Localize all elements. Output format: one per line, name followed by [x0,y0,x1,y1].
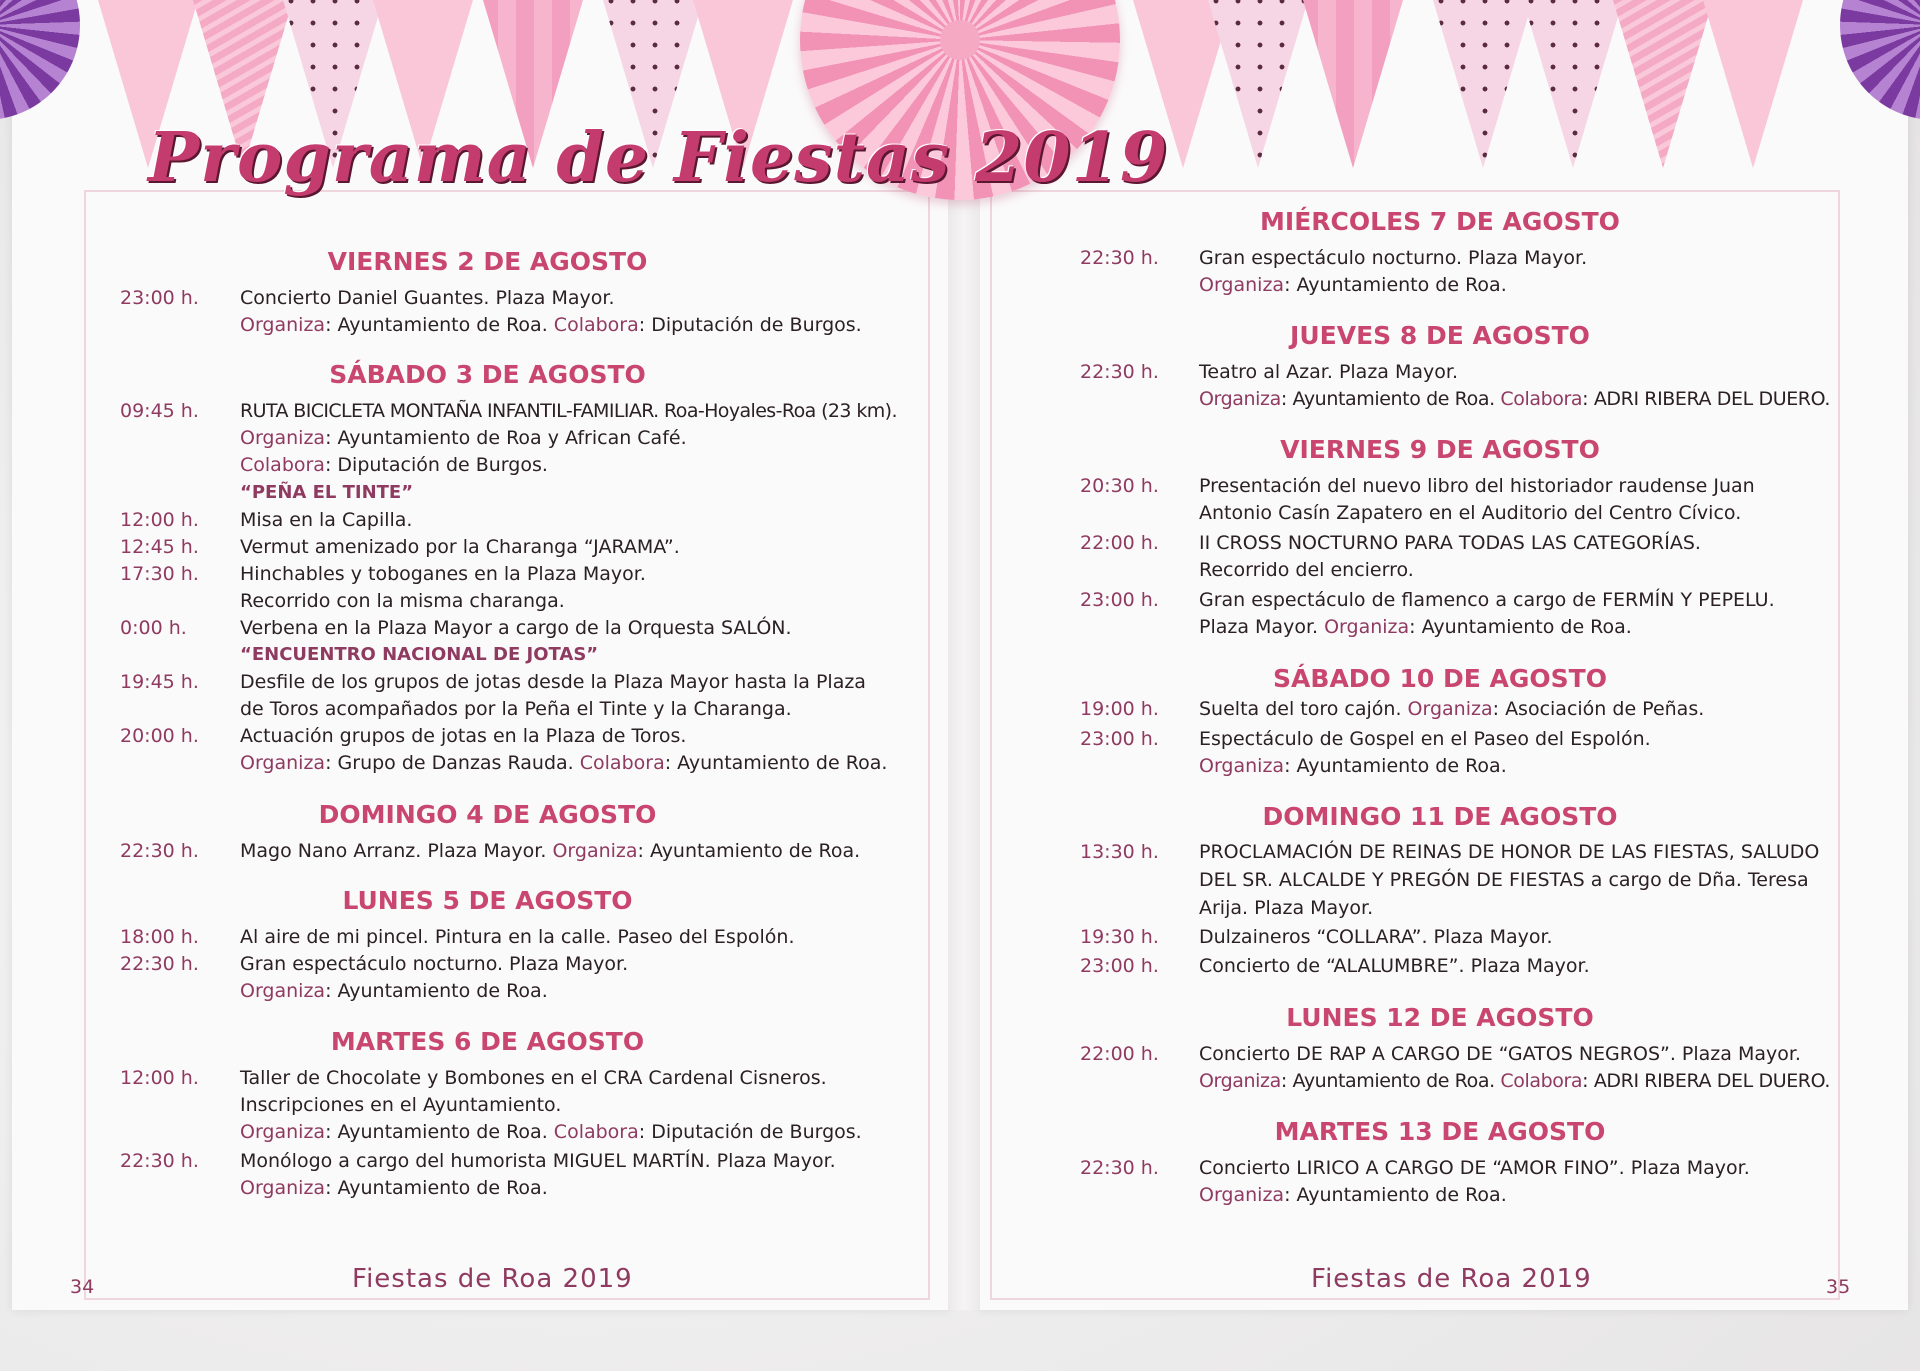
page-number: 34 [70,1276,95,1298]
event-text: Actuación grupos de jotas en la Plaza de Toros. [240,725,687,747]
event-credits: Organiza: Ayuntamiento de Roa. [240,1177,548,1199]
event-text: Presentación del nuevo libro del historiador raudense Juan [1199,475,1755,497]
pennant-decoration [1205,0,1311,168]
organiza-label: Organiza [1199,1184,1285,1206]
organizer: Ayuntamiento de Roa y African Café. [337,427,687,449]
section-subheading: “PEÑA EL TINTE” [240,482,414,503]
event-time: 22:30 h. [120,953,199,975]
event-credits: Colabora: Diputación de Burgos. [240,454,548,476]
event-text: Gran espectáculo de flamenco a cargo de FERMÍN Y PEPELU. [1199,589,1775,611]
event-time: 20:30 h. [1080,475,1159,497]
event-text: Concierto DE RAP A CARGO DE “GATOS NEGROS”. Plaza Mayor. [1199,1043,1801,1065]
collaborator: ADRI RIBERA DEL DUERO. [1593,1070,1831,1092]
event-text: Hinchables y toboganes en la Plaza Mayor. [240,563,646,585]
event-text: Gran espectáculo nocturno. Plaza Mayor. [1199,247,1588,269]
event-text: Misa en la Capilla. [240,509,413,531]
event-time: 22:30 h. [1080,1157,1159,1179]
organizer: Ayuntamiento de Roa. [337,1121,548,1143]
day-heading: DOMINGO 4 DE AGOSTO [318,800,657,829]
day-heading: DOMINGO 11 DE AGOSTO [1262,802,1618,831]
event-time: 12:00 h. [120,1067,199,1089]
collaborator: Diputación de Burgos. [337,454,548,476]
event-time: 12:45 h. [120,536,199,558]
collaborator: Ayuntamiento de Roa. [677,752,888,774]
page-footer: Fiestas de Roa 2019 [1311,1264,1592,1294]
event-time: 23:00 h. [1080,955,1159,977]
event-credits: Organiza: Ayuntamiento de Roa. [1199,755,1507,777]
day-heading: SÁBADO 3 DE AGOSTO [329,360,646,389]
day-heading: MARTES 13 DE AGOSTO [1274,1117,1606,1146]
organiza-label: Organiza [1199,755,1285,777]
organiza-label: Organiza [1324,616,1410,638]
colabora-label: Colabora [553,314,639,336]
event-time: 23:00 h. [1080,728,1159,750]
day-heading: LUNES 5 DE AGOSTO [342,886,633,915]
event-text: Concierto Daniel Guantes. Plaza Mayor. [240,287,615,309]
event-time: 23:00 h. [1080,589,1159,611]
page-number: 35 [1826,1276,1851,1298]
organiza-label: Organiza [552,840,638,862]
purple-rosette-right-decoration [1840,0,1920,120]
pennant-decoration [1300,0,1406,168]
event-time: 23:00 h. [120,287,199,309]
organiza-label: Organiza [240,752,326,774]
colabora-label: Colabora [553,1121,639,1143]
event-time: 20:00 h. [120,725,199,747]
day-heading: MARTES 6 DE AGOSTO [330,1027,645,1056]
organizer: Asociación de Peñas. [1505,698,1705,720]
event-time: 09:45 h. [120,400,199,422]
event-text: Concierto LIRICO A CARGO DE “AMOR FINO”. Plaza Mayor. [1199,1157,1750,1179]
event-text: Monólogo a cargo del humorista MIGUEL MARTÍN. Plaza Mayor. [240,1150,836,1172]
event-text: Inscripciones en el Ayuntamiento. [240,1094,562,1116]
event-text: Verbena en la Plaza Mayor a cargo de la Orquesta SALÓN. [240,617,792,639]
event-text: Mago Nano Arranz. Plaza Mayor. Organiza: Ayuntamiento de Roa. [240,840,861,862]
collaborator: Diputación de Burgos. [651,1121,862,1143]
organiza-label: Organiza [240,1177,326,1199]
event-credits: Organiza: Ayuntamiento de Roa y African Café. [240,427,687,449]
event-time: 0:00 h. [120,617,187,639]
colabora-label: Colabora [579,752,665,774]
pennant-decoration [1700,0,1806,168]
organiza-label: Organiza [1199,388,1281,410]
event-time: 18:00 h. [120,926,199,948]
organizer: Ayuntamiento de Roa. [1296,274,1507,296]
event-text: II CROSS NOCTURNO PARA TODAS LAS CATEGORÍAS. [1199,532,1701,554]
section-subheading: “ENCUENTRO NACIONAL DE JOTAS” [240,644,599,665]
event-description: Suelta del toro cajón. [1199,698,1402,720]
page-footer: Fiestas de Roa 2019 [352,1264,633,1294]
event-credits: Organiza: Ayuntamiento de Roa. Colabora: ADRI RIBERA DEL DUERO. [1199,1070,1831,1092]
event-description: Plaza Mayor. [1199,616,1319,638]
event-time: 22:00 h. [1080,532,1159,554]
event-credits: Organiza: Ayuntamiento de Roa. [240,980,548,1002]
day-heading: MIÉRCOLES 7 DE AGOSTO [1260,207,1620,236]
event-text: Gran espectáculo nocturno. Plaza Mayor. [240,953,629,975]
organizer: Ayuntamiento de Roa. [337,980,548,1002]
event-text: RUTA BICICLETA MONTAÑA INFANTIL-FAMILIAR. Roa-Hoyales-Roa (23 km). [240,400,897,422]
organiza-label: Organiza [1407,698,1493,720]
event-text: Taller de Chocolate y Bombones en el CRA Cardenal Cisneros. [240,1067,827,1089]
collaborator: ADRI RIBERA DEL DUERO. [1593,388,1831,410]
event-time: 19:30 h. [1080,926,1159,948]
day-heading: VIERNES 9 DE AGOSTO [1280,435,1600,464]
event-description: Mago Nano Arranz. Plaza Mayor. [240,840,547,862]
day-heading: VIERNES 2 DE AGOSTO [327,247,648,276]
organizer: Ayuntamiento de Roa. [1292,388,1495,410]
event-text: Al aire de mi pincel. Pintura en la calle. Paseo del Espolón. [240,926,795,948]
organizer: Ayuntamiento de Roa. [1421,616,1632,638]
rosette-center-decoration [940,20,980,60]
event-time: 22:30 h. [120,1150,199,1172]
organiza-label: Organiza [240,1121,326,1143]
event-credits: Organiza: Ayuntamiento de Roa. [1199,1184,1507,1206]
organizer: Ayuntamiento de Roa. [1296,1184,1507,1206]
event-text: Desfile de los grupos de jotas desde la Plaza Mayor hasta la Plaza [240,671,866,693]
organiza-label: Organiza [240,427,326,449]
day-heading: JUEVES 8 DE AGOSTO [1290,321,1590,350]
event-text: Teatro al Azar. Plaza Mayor. [1199,361,1458,383]
event-time: 19:45 h. [120,671,199,693]
colabora-label: Colabora [240,454,325,476]
organizer: Ayuntamiento de Roa. [1296,755,1507,777]
event-text: Concierto de “ALALUMBRE”. Plaza Mayor. [1199,955,1590,977]
event-time: 17:30 h. [120,563,199,585]
event-text: PROCLAMACIÓN DE REINAS DE HONOR DE LAS FIESTAS, SALUDO [1199,841,1820,863]
pennant-decoration [1430,0,1536,168]
day-heading: LUNES 12 DE AGOSTO [1286,1003,1594,1032]
event-credits: Organiza: Ayuntamiento de Roa. Colabora: ADRI RIBERA DEL DUERO. [1199,388,1831,410]
colabora-label: Colabora [1500,1070,1583,1092]
event-text: Espectáculo de Gospel en el Paseo del Espolón. [1199,728,1651,750]
event-time: 12:00 h. [120,509,199,531]
event-text: Suelta del toro cajón. Organiza: Asociación de Peñas. [1199,698,1705,720]
event-text: Recorrido con la misma charanga. [240,590,565,612]
pennant-decoration [1520,0,1626,168]
event-text: Arija. Plaza Mayor. [1199,897,1374,919]
day-heading: SÁBADO 10 DE AGOSTO [1273,664,1607,693]
organizer: Ayuntamiento de Roa. [649,840,861,862]
collaborator: Diputación de Burgos. [651,314,862,336]
event-text: Recorrido del encierro. [1199,559,1414,581]
page-title: Programa de Fiestas 2019 [148,118,1169,198]
event-credits: Organiza: Grupo de Danzas Rauda. Colabora: Ayuntamiento de Roa. [240,752,888,774]
event-time: 22:30 h. [1080,361,1159,383]
event-text: de Toros acompañados por la Peña el Tinte y la Charanga. [240,698,792,720]
event-credits: Organiza: Ayuntamiento de Roa. Colabora: Diputación de Burgos. [240,314,862,336]
pennant-decoration [1610,0,1716,168]
event-text: DEL SR. ALCALDE Y PREGÓN DE FIESTAS a cargo de Dña. Teresa [1199,869,1809,891]
organiza-label: Organiza [240,314,326,336]
event-time: 22:00 h. [1080,1043,1159,1065]
event-text: Dulzaineros “COLLARA”. Plaza Mayor. [1199,926,1553,948]
organiza-label: Organiza [1199,1070,1281,1092]
organizer: Grupo de Danzas Rauda. [337,752,574,774]
colabora-label: Colabora [1500,388,1583,410]
event-time: 19:00 h. [1080,698,1159,720]
event-credits: Organiza: Ayuntamiento de Roa. [1199,274,1507,296]
organizer: Ayuntamiento de Roa. [337,1177,548,1199]
event-credits: Organiza: Ayuntamiento de Roa. Colabora: Diputación de Burgos. [240,1121,862,1143]
purple-rosette-left-decoration [0,0,80,120]
event-text: Antonio Casín Zapatero en el Auditorio del Centro Cívico. [1199,502,1742,524]
event-credits: Plaza Mayor. Organiza: Ayuntamiento de Roa. [1199,616,1632,638]
organiza-label: Organiza [240,980,326,1002]
event-time: 22:30 h. [1080,247,1159,269]
event-time: 13:30 h. [1080,841,1159,863]
organizer: Ayuntamiento de Roa. [1292,1070,1495,1092]
organiza-label: Organiza [1199,274,1285,296]
event-time: 22:30 h. [120,840,199,862]
organizer: Ayuntamiento de Roa. [337,314,548,336]
event-text: Vermut amenizado por la Charanga “JARAMA”. [240,536,680,558]
